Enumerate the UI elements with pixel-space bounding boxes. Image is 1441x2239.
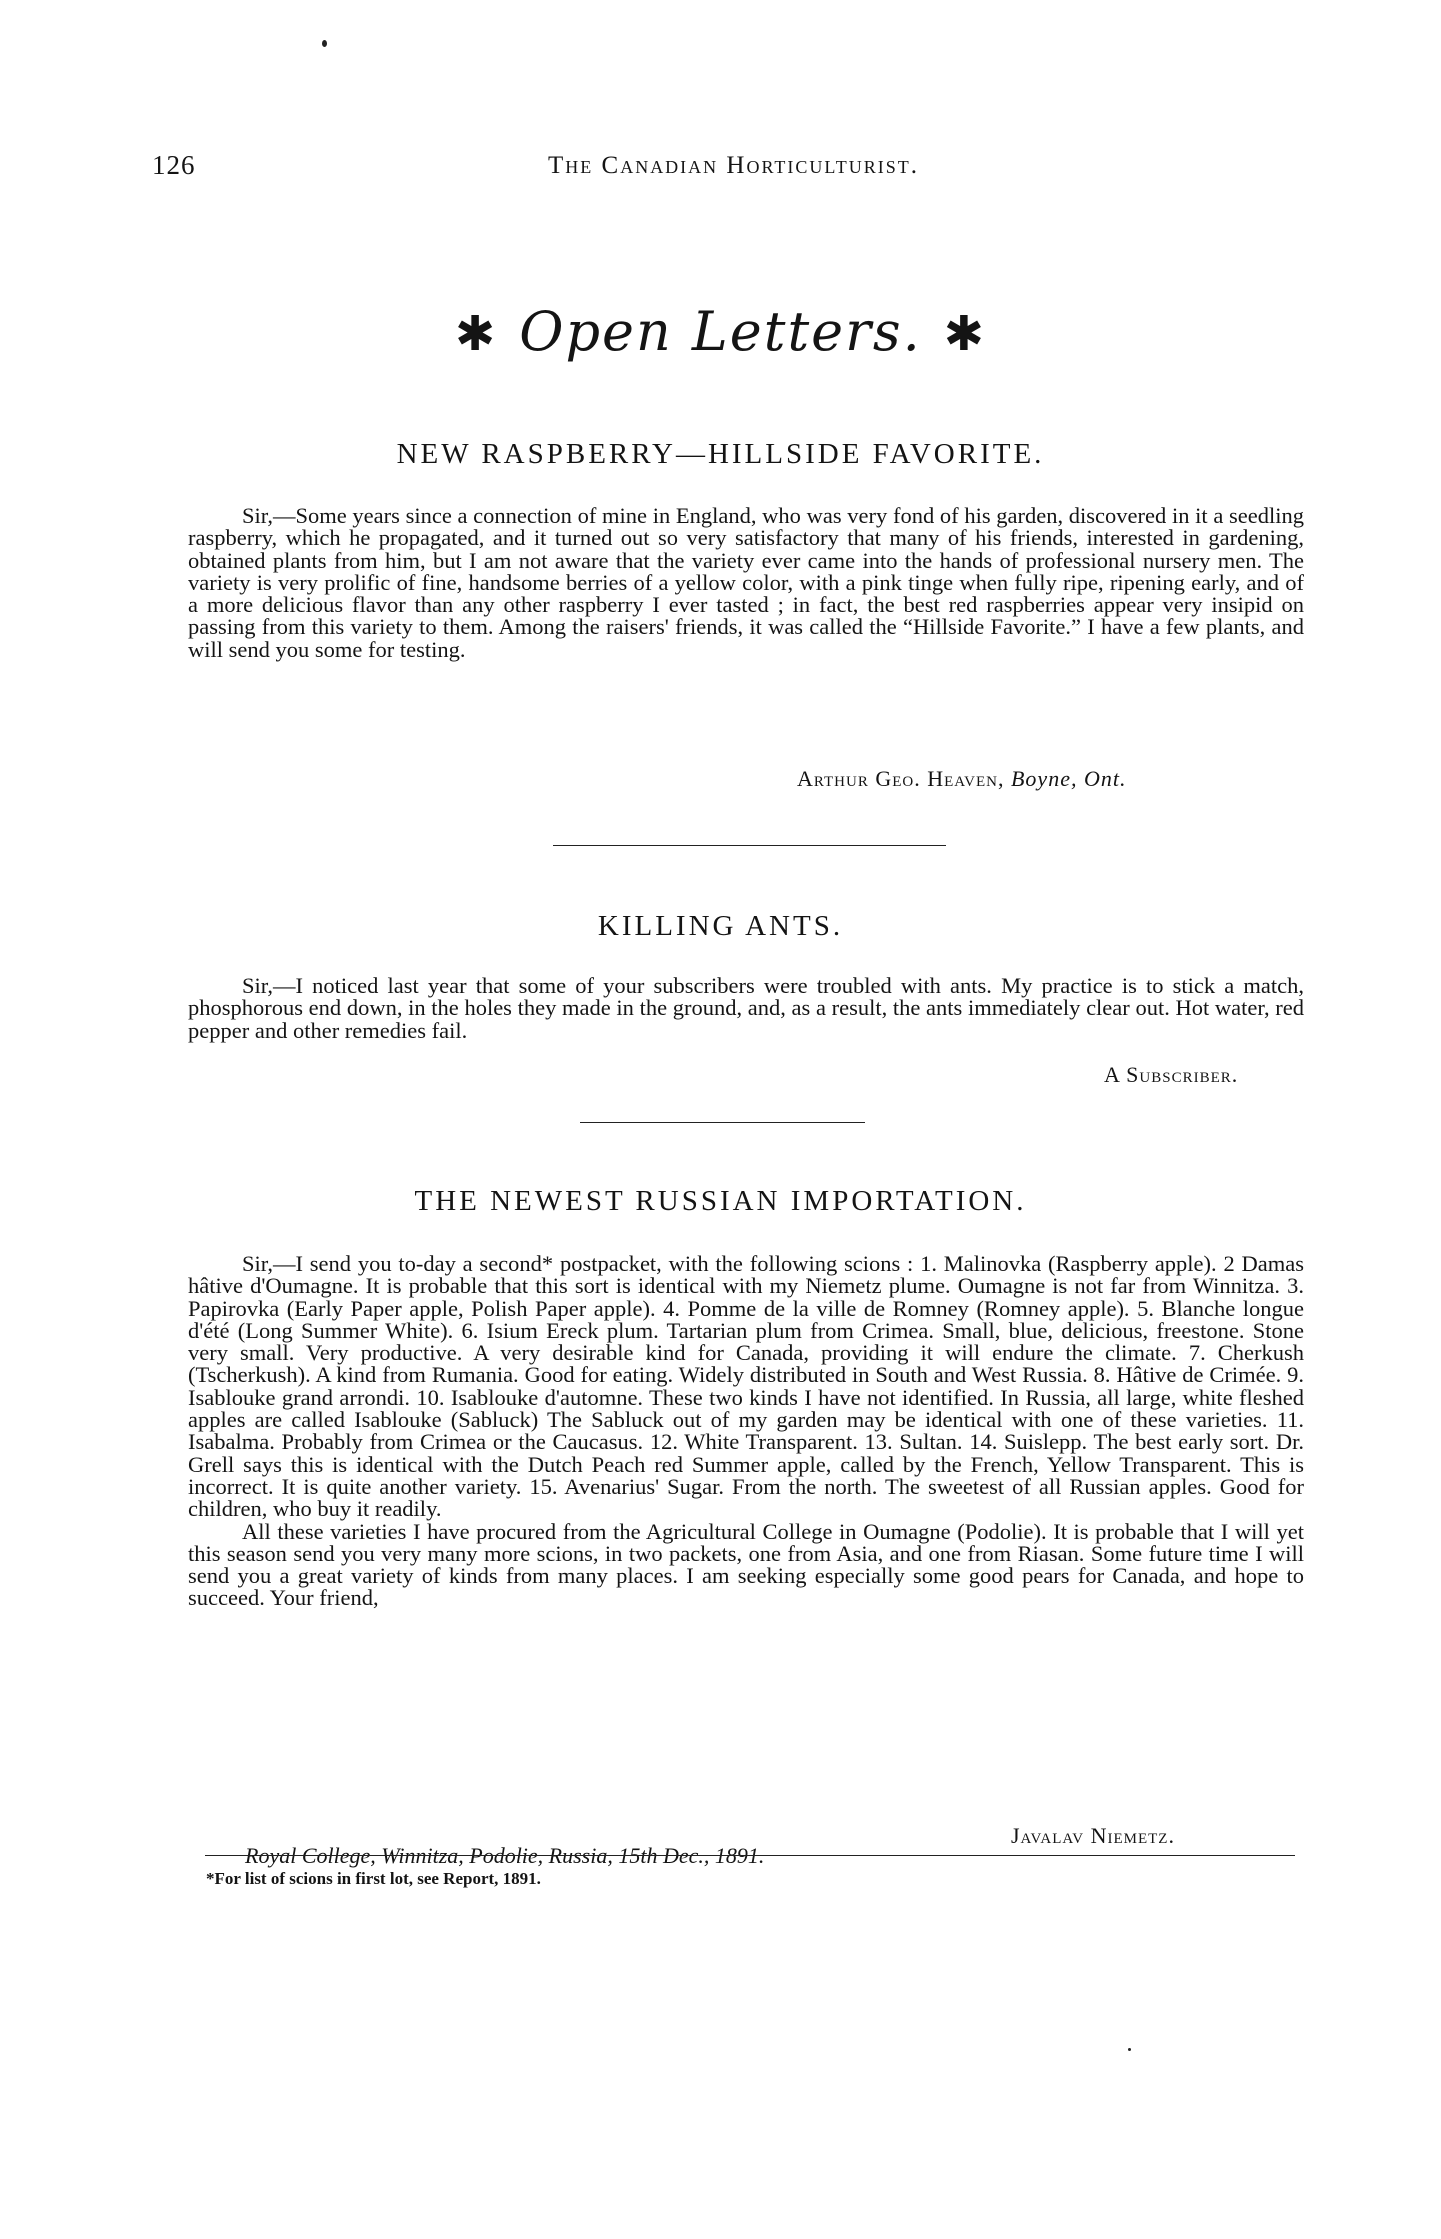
letter-heading: NEW RASPBERRY—HILLSIDE FAVORITE. [396, 438, 1045, 470]
footnote: *For list of scions in first lot, see Report, 1891. [206, 1869, 541, 1888]
section-divider [553, 845, 946, 846]
letter-heading: THE NEWEST RUSSIAN IMPORTATION. [414, 1185, 1027, 1217]
letter-body [188, 505, 1304, 661]
dateline: Royal College, Winnitza, Podolie, Russia, 15th Dec., 1891. [245, 1843, 765, 1868]
letter-paragraph: Sir,—I send you to-day a second* postpacket, with the following scions : 1. Malinovka (Raspberry apple). 2 Damas hâtive d'Oumagne. It is probable that this sort is identical with my Niemetz plume. Oumagne is not far from Winnitza. 3. Papirovka (Early Paper apple, Polish Paper apple). 4. Pomme de la ville de Romney (Romney apple). 5. Blanche longue d'été (Long Summer White). 6. Isium Ereck plum. Tartarian plum from Crimea. Small, blue, delicious, freestone. Stone very small. Very productive. A very desirable kind for Canada, providing it will endure the climate. 7. Cherkush (Tscherkush). A kind from Rumania. Good for eating. Widely distributed in South and West Russia. 8. Hâtive de Crimée. 9. Isablouke grand arrondi. 10. Isablouke d'automne. These two kinds I have not identified. In Russia, all large, white fleshed apples are called Isablouke (Sabluck) The Sabluck out of my garden may be identical with one of these varieties. 11. Isabalma. Probably from Crimea or the Caucasus. 12. White Transparent. 13. Sultan. 14. Suislepp. The best early sort. Dr. Grell says this is identical with the Dutch Peach red Summer apple, called by the French, Yellow Transparent. This is incorrect. It is quite another variety. 15. Avenarius' Sugar. From the north. The sweetest of all Russian apples. Good for children, who buy it readily. [188, 1251, 1304, 1522]
section-title [0, 300, 1441, 363]
letter-heading: KILLING ANTS. [597, 910, 844, 942]
scan-speck [1128, 2048, 1131, 2051]
section-divider [580, 1122, 865, 1123]
letter-paragraph: All these varieties I have procured from the Agricultural College in Oumagne (Podolie). It is probable that I will yet this season send you very many more scions, in two packets, one from Asia, and one from Riasan. Some future time I will send you a great variety of kinds from many places. I am seeking especially some good pears for Canada, and hope to succeed. Your friend, [188, 1518, 1304, 1611]
signature-name: Arthur Geo. Heaven, [797, 766, 1005, 791]
running-head: The Canadian Horticulturist. [548, 152, 919, 179]
signature-name: Javalav Niemetz. [1011, 1823, 1175, 1848]
letter-signature [797, 766, 1126, 792]
section-title-text: Open Letters. [519, 300, 922, 363]
signature-name: A Subscriber. [1104, 1062, 1239, 1087]
letter-body [188, 975, 1304, 1042]
page-number: 126 [152, 150, 196, 180]
letter-body [188, 1253, 1304, 1610]
footnote-rule [205, 1855, 1295, 1856]
signature-place: Boyne, Ont. [1010, 766, 1127, 791]
letter-paragraph: Sir,—I noticed last year that some of your subscribers were troubled with ants. My practice is to stick a match, phosphorous end down, in the holes they made in the ground, and, as a result, the ants immediately clear out. Hot water, red pepper and other remedies fail. [188, 973, 1304, 1043]
letter-paragraph: Sir,—Some years since a connection of mine in England, who was very fond of his garden, discovered in it a seedling raspberry, which he propagated, and it turned out so very satisfactory that many of his friends, interested in gardening, obtained plants from him, but I am not aware that the variety ever came into the hands of professional nursery men. The variety is very prolific of fine, handsome berries of a yellow color, with a pink tinge when fully ripe, ripening early, and of a more delicious flavor than any other raspberry I ever tasted ; in fact, the best red raspberries appear very insipid on passing from this variety to them. Among the raisers' friends, it was called the “Hillside Favorite.” I have a few plants, and will send you some for testing. [188, 503, 1304, 662]
scan-speck [322, 40, 327, 47]
asterism-ornament-right: ✱ [943, 306, 987, 362]
asterism-ornament-left: ✱ [454, 306, 498, 362]
letter-signature [1011, 1823, 1175, 1849]
letter-signature [1104, 1062, 1238, 1088]
